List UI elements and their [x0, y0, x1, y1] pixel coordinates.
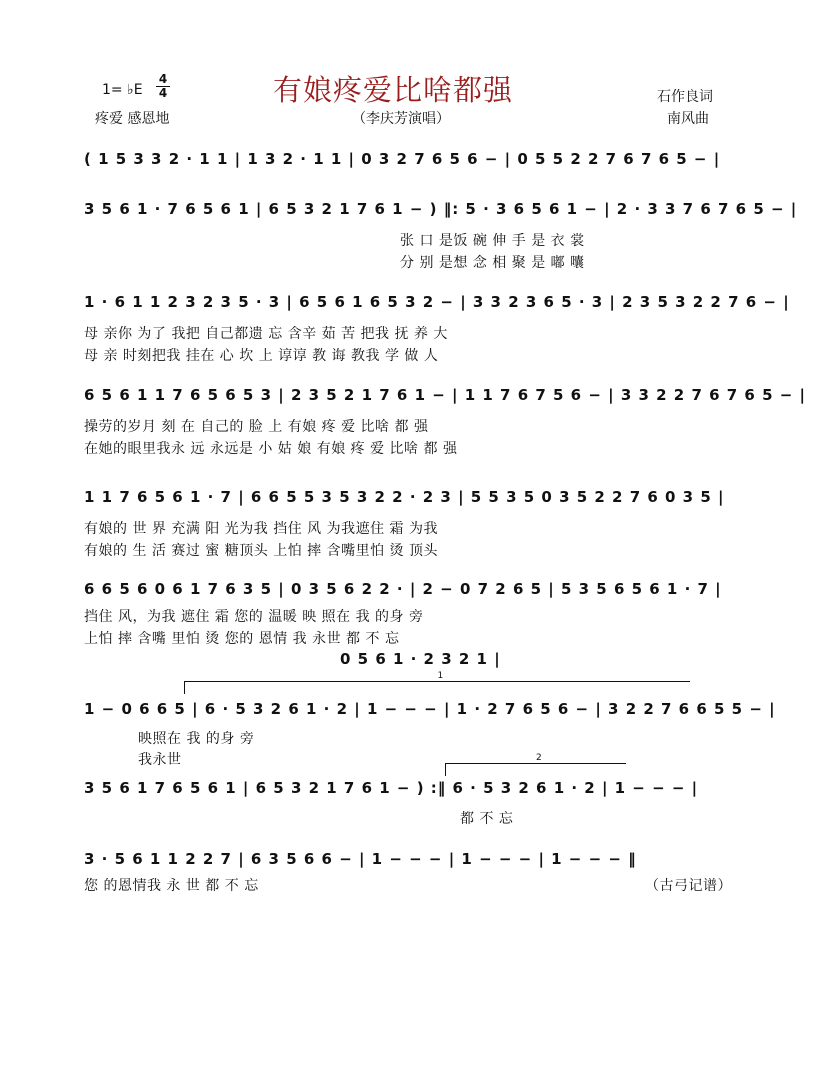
singer: （李庆芳演唱） [352, 111, 450, 127]
score-line-4: 6 5 6 1 1 7 6 5 6 5 3 | 2 3 5 2 1 7 6 1 − | 1 1 7 6 7 5 6 − | 3 3 2 2 7 6 7 6 5 − | [84, 386, 807, 404]
time-signature-bottom: 4 [158, 86, 168, 100]
score-line-2: 3 5 6 1 · 7 6 5 6 1 | 6 5 3 2 1 7 6 1 − ) ‖: 5 · 3 6 5 6 1 − | 2 · 3 3 7 6 7 6 5 − | [84, 200, 798, 218]
lyric-line-2-verse-2: 分 别 是想 念 相 聚 是 嘟 囔 [400, 255, 585, 271]
lyric-line-3-verse-2: 母 亲 时刻把我 挂在 心 坎 上 谆谆 教 诲 教我 学 做 人 [84, 348, 439, 364]
lyric-line-6-verse-2: 上怕 摔 含嘴 里怕 烫 您的 恩情 我 永世 都 不 忘 [84, 631, 400, 647]
score-line-1: ( 1 5 3 3 2 · 1 1 | 1 3 2 · 1 1 | 0 3 2 7 6 5 6 − | 0 5 5 2 2 7 6 7 6 5 − | [84, 150, 721, 168]
lyric-line-4-verse-2: 在她的眼里我永 远 永远是 小 姑 娘 有娘 疼 爱 比啥 都 强 [84, 441, 458, 457]
lyric-line-8-verse-1: 都 不 忘 [460, 811, 514, 827]
lyric-line-3-verse-1: 母 亲你 为了 我把 自己都遗 忘 含辛 茹 苦 把我 抚 养 大 [84, 326, 448, 342]
score-line-7: 1 − 0 6 6 5 | 6 · 5 3 2 6 1 · 2 | 1 − − − | 1 · 2 7 6 5 6 − | 3 2 2 7 6 6 5 5 − | [84, 700, 776, 718]
first-ending-bracket [184, 671, 690, 694]
score-line-6: 6 6 5 6 0 6 1 7 6 3 5 | 0 3 5 6 2 2 · | 2 − 0 7 2 6 5 | 5 3 5 6 5 6 1 · 7 | [84, 580, 722, 598]
key-signature: 1= ♭E [102, 82, 143, 98]
score-line-9: 3 · 5 6 1 1 2 2 7 | 6 3 5 6 6 − | 1 − − − | 1 − − − | 1 − − − ‖ [84, 850, 637, 868]
score-line-3: 1 · 6 1 1 2 3 2 3 5 · 3 | 6 5 6 1 6 5 3 2 − | 3 3 2 3 6 5 · 3 | 2 3 5 3 2 2 7 6 − | [84, 293, 790, 311]
lyric-line-6-verse-1: 挡住 风，为我 遮住 霜 您的 温暖 映 照在 我 的身 旁 [84, 609, 424, 625]
lyric-line-9-verse-1: 您 的恩情我 永 世 都 不 忘 [84, 878, 259, 894]
time-signature [156, 74, 170, 99]
lyric-line-7-verse-1: 映照在 我 的身 旁 [138, 731, 255, 747]
lyricist: 石作良词 [657, 89, 713, 105]
lyric-line-4-verse-1: 操劳的岁月 刻 在 自己的 脸 上 有娘 疼 爱 比啥 都 强 [84, 419, 429, 435]
composer: 南风曲 [667, 111, 709, 127]
score-line-5: 1 1 7 6 5 6 1 · 7 | 6 6 5 5 3 5 3 2 2 · 2 3 | 5 5 3 5 0 3 5 2 2 7 6 0 3 5 | [84, 488, 725, 506]
transcriber-credit: （古弓记谱） [645, 878, 732, 894]
lyric-line-2-verse-1: 张 口 是饭 碗 伸 手 是 衣 裳 [400, 233, 585, 249]
first-ending-number: 1 [437, 671, 444, 681]
lyric-line-5-verse-2: 有娘的 生 活 赛过 蜜 糖顶头 上怕 摔 含嘴里怕 烫 顶头 [84, 543, 439, 559]
time-signature-top: 4 [158, 72, 168, 86]
lyric-line-5-verse-1: 有娘的 世 界 充满 阳 光为我 挡住 风 为我遮住 霜 为我 [84, 521, 439, 537]
performance-style: 疼爱 感恩地 [95, 111, 170, 127]
score-line-8: 3 5 6 1 7 6 5 6 1 | 6 5 3 2 1 7 6 1 − ) :‖ 6 · 5 3 2 6 1 · 2 | 1 − − − | [84, 779, 699, 797]
song-title: 有娘疼爱比啥都强 [273, 73, 514, 107]
alternate-ending-phrase: 0 5 6 1 · 2 3 2 1 | [340, 650, 501, 668]
second-ending-bracket [445, 753, 626, 776]
second-ending-number: 2 [536, 753, 542, 763]
lyric-line-7-verse-2: 我永世 [138, 752, 182, 768]
